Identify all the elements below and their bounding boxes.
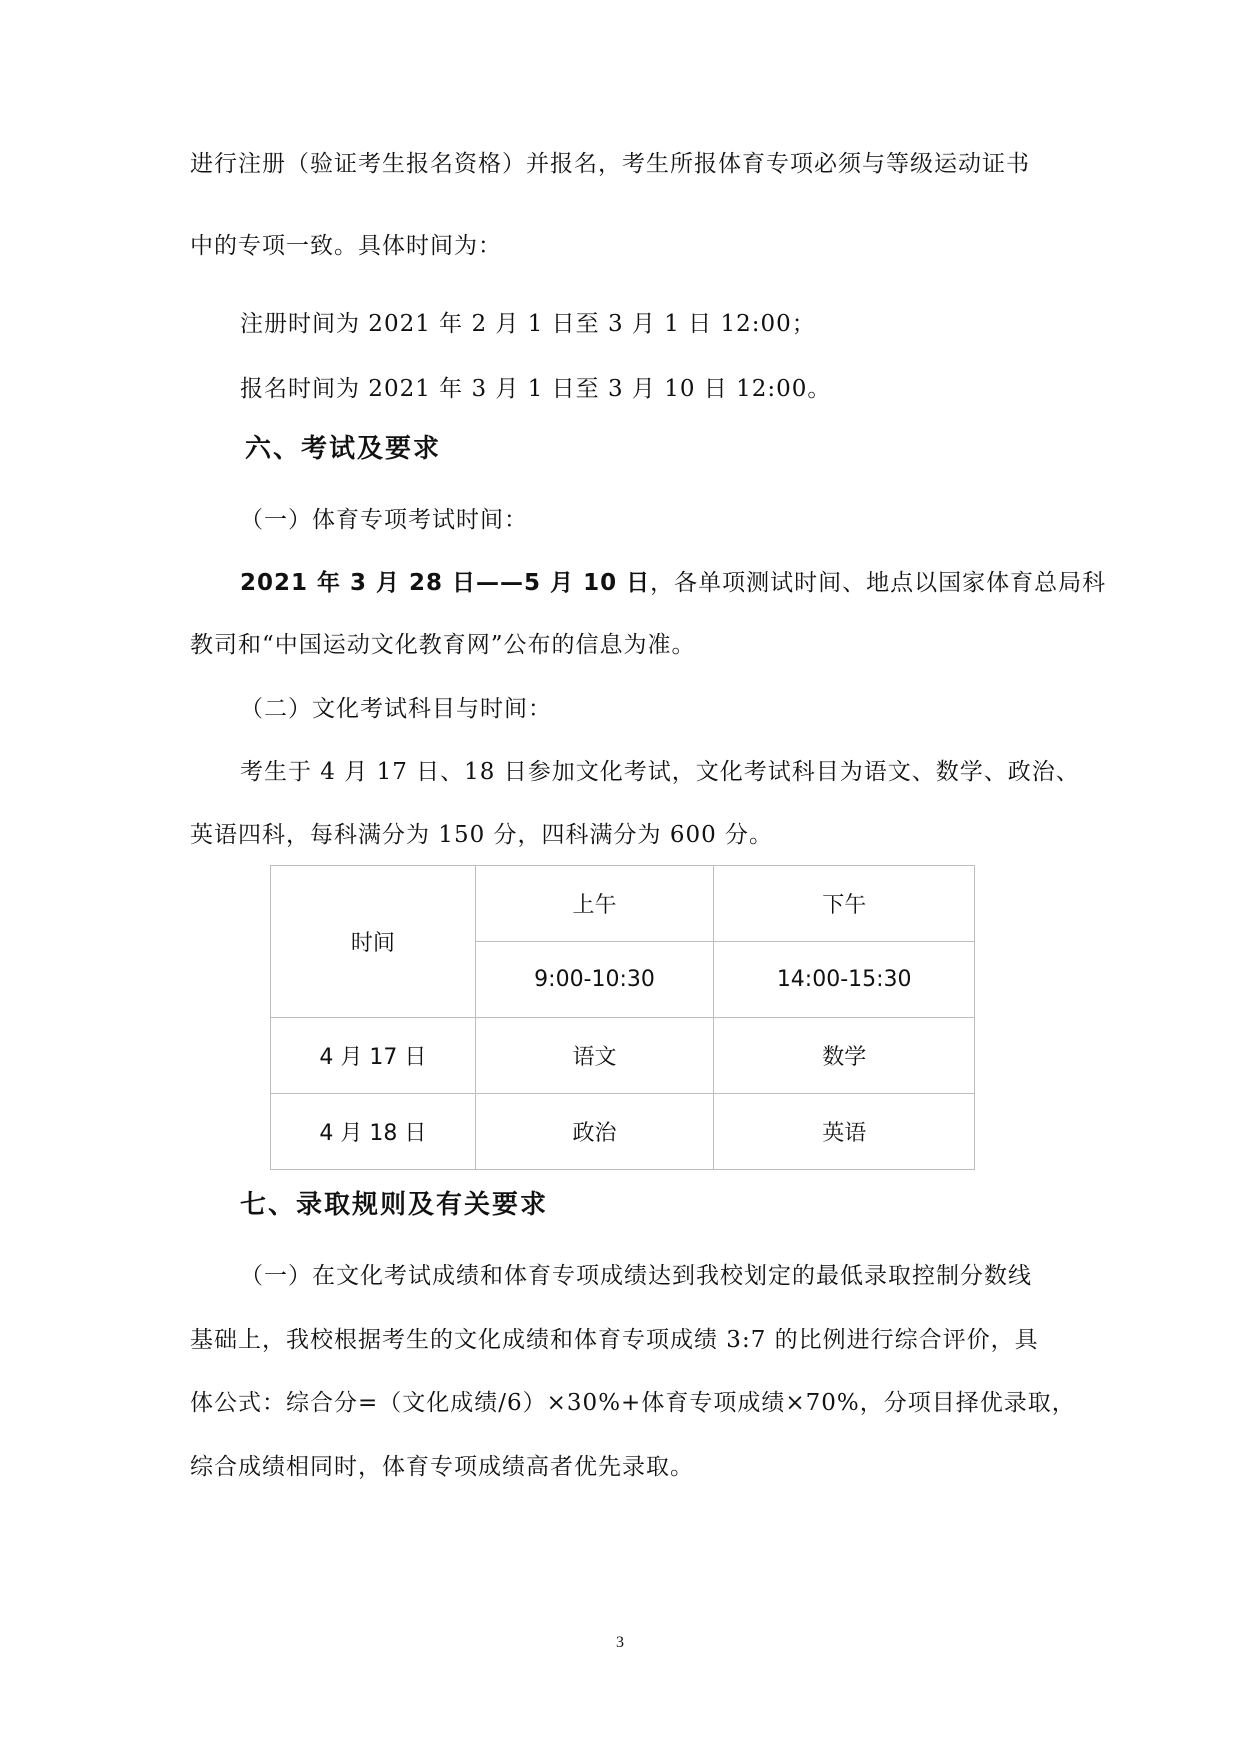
sports-exam-time-line-2: 教司和“中国运动文化教育网”公布的信息为准。 [190,632,696,658]
admission-rule-line-2: 基础上，我校根据考生的文化成绩和体育专项成绩 3:7 的比例进行综合评价，具 [190,1327,1039,1353]
subsection-1-heading: （一）体育专项考试时间： [240,507,528,533]
sports-exam-time-line-1 [240,568,1106,598]
morning-label-cell: 上午 [475,866,714,942]
signup-time-text: 报名时间为 2021 年 3 月 1 日至 3 月 10 日 12:00。 [240,376,832,402]
paragraph-registration-line-2: 中的专项一致。具体时间为： [190,233,502,259]
table-row [271,1094,975,1170]
date-cell: 4 月 18 日 [271,1094,476,1170]
table-row [271,1018,975,1094]
admission-rule-line-1: （一）在文化考试成绩和体育专项成绩达到我校划定的最低录取控制分数线 [240,1263,1032,1289]
afternoon-subject-cell: 数学 [714,1018,975,1094]
afternoon-label-cell: 下午 [714,866,975,942]
paragraph-registration-line-1: 进行注册（验证考生报名资格）并报名，考生所报体育专项必须与等级运动证书 [190,151,1030,177]
register-time-text: 注册时间为 2021 年 2 月 1 日至 3 月 1 日 12:00； [240,311,816,337]
admission-rule-line-3: 体公式：综合分=（文化成绩/6）×30%+体育专项成绩×70%，分项目择优录取， [190,1390,1076,1416]
morning-time-cell: 9:00-10:30 [475,942,714,1018]
morning-subject-cell: 政治 [475,1094,714,1170]
afternoon-subject-cell: 英语 [714,1094,975,1170]
time-label-cell: 时间 [271,866,476,1018]
culture-exam-line-2: 英语四科，每科满分为 150 分，四科满分为 600 分。 [190,822,774,848]
sports-exam-note: ，各单项测试时间、地点以国家体育总局科 [650,570,1107,596]
afternoon-time-cell: 14:00-15:30 [714,942,975,1018]
admission-rule-line-4: 综合成绩相同时，体育专项成绩高者优先录取。 [190,1454,694,1480]
morning-subject-cell: 语文 [475,1018,714,1094]
subsection-2-heading: （二）文化考试科目与时间： [240,696,552,722]
page-number: 3 [616,1634,624,1651]
sports-exam-date-range: 2021 年 3 月 28 日——5 月 10 日 [240,570,651,596]
table-row [271,866,975,942]
section-7-heading: 七、录取规则及有关要求 [240,1190,549,1220]
date-cell: 4 月 17 日 [271,1018,476,1094]
section-6-heading: 六、考试及要求 [245,434,442,464]
culture-exam-line-1: 考生于 4 月 17 日、18 日参加文化考试，文化考试科目为语文、数学、政治、 [240,759,1080,785]
exam-schedule-table [270,865,975,1170]
